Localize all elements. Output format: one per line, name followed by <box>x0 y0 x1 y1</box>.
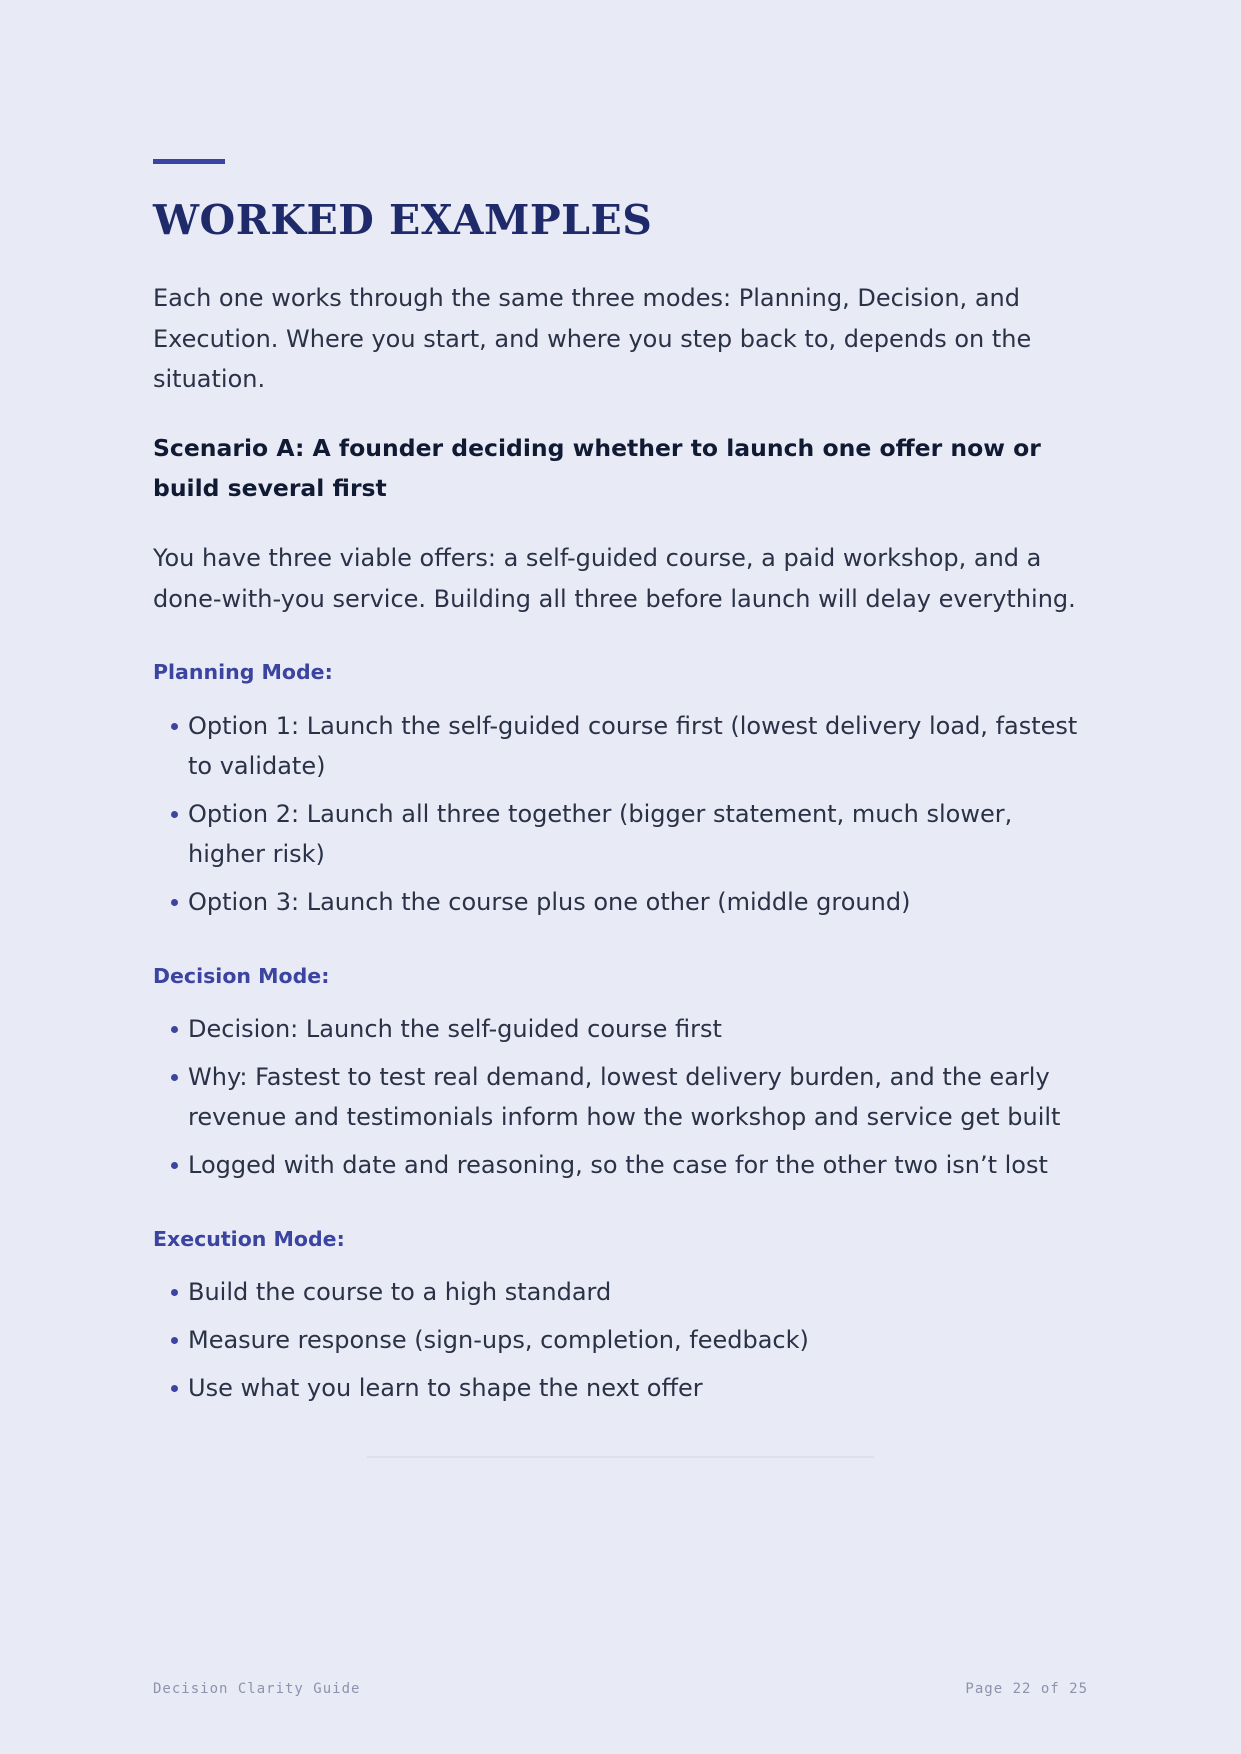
page-title: WORKED EXAMPLES <box>153 196 653 244</box>
list-item: Build the course to a high standard <box>153 1272 1088 1312</box>
list-item: Option 3: Launch the course plus one other (middle ground) <box>153 882 1088 922</box>
bullet-icon <box>171 1074 178 1081</box>
list-item: Measure response (sign-ups, completion, feedback) <box>153 1320 1088 1360</box>
intro-paragraph: Each one works through the same three modes: Planning, Decision, and Execution. Where you start, and where you step back to, depends on the situation. <box>153 284 1032 393</box>
footer-document-title: Decision Clarity Guide <box>153 1681 361 1697</box>
decision-mode-heading: Decision Mode: <box>153 964 330 988</box>
bullet-icon <box>171 1162 178 1169</box>
bullet-icon <box>171 1385 178 1392</box>
bullet-icon <box>171 1289 178 1296</box>
execution-mode-list <box>153 1272 1088 1416</box>
execution-mode-heading: Execution Mode: <box>153 1227 345 1251</box>
list-item: Option 2: Launch all three together (bigger statement, much slower, higher risk) <box>153 794 1088 874</box>
accent-bar <box>153 159 225 164</box>
scenario-title: Scenario A: A founder deciding whether to launch one offer now or build several first <box>153 434 1041 502</box>
decision-mode-list <box>153 1009 1088 1193</box>
footer-page-number: Page 22 of 25 <box>965 1681 1088 1697</box>
bullet-icon <box>171 1337 178 1344</box>
scenario-description: You have three viable offers: a self-guided course, a paid workshop, and a done-with-you service. Building all three before launch will delay everything. <box>153 544 1076 613</box>
list-item: Logged with date and reasoning, so the case for the other two isn’t lost <box>153 1145 1088 1185</box>
planning-mode-list <box>153 706 1088 930</box>
list-item: Use what you learn to shape the next offer <box>153 1368 1088 1408</box>
bullet-icon <box>171 811 178 818</box>
bullet-icon <box>171 723 178 730</box>
section-divider <box>367 1456 874 1458</box>
list-item: Option 1: Launch the self-guided course first (lowest delivery load, fastest to validate) <box>153 706 1088 786</box>
list-item: Decision: Launch the self-guided course first <box>153 1009 1088 1049</box>
list-item: Why: Fastest to test real demand, lowest delivery burden, and the early revenue and testimonials inform how the workshop and service get built <box>153 1057 1088 1137</box>
planning-mode-heading: Planning Mode: <box>153 660 333 684</box>
bullet-icon <box>171 899 178 906</box>
bullet-icon <box>171 1026 178 1033</box>
